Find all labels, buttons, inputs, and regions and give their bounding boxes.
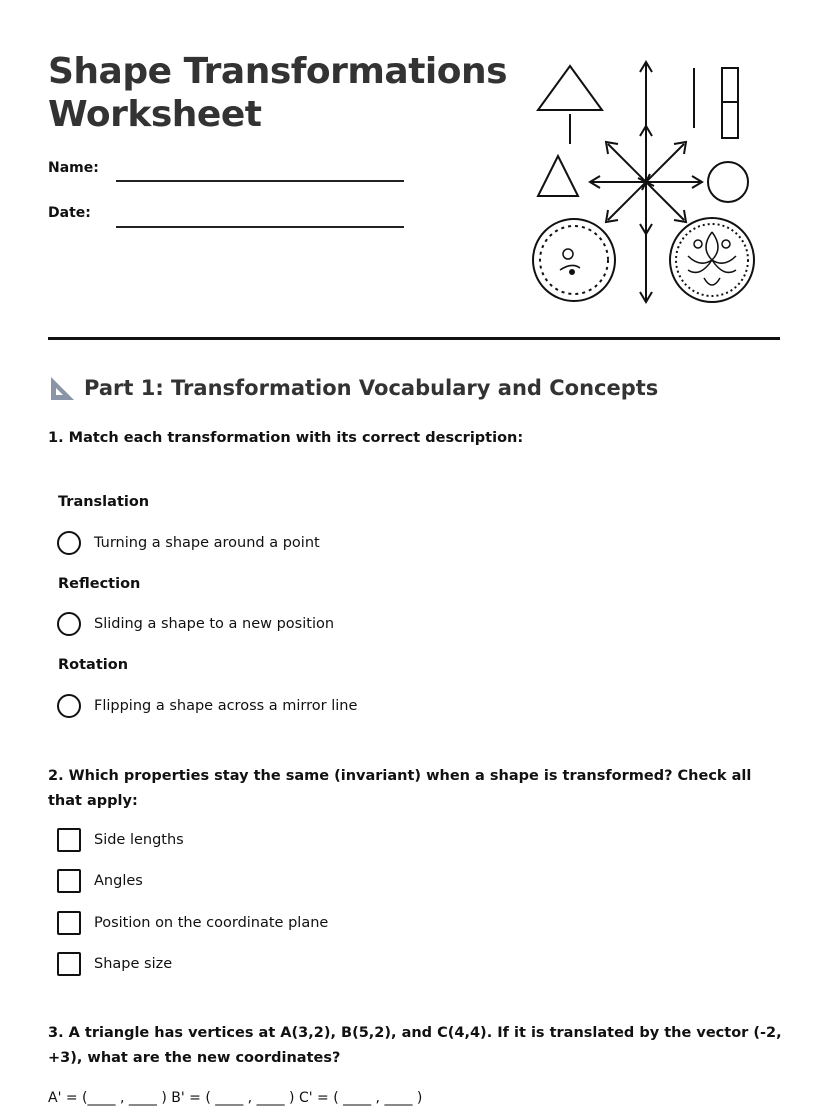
term-rotation: Rotation [58,657,129,673]
question-3-prompt: 3. A triangle has vertices at A(3,2), B(5,2), and C(4,4). If it is translated by the vector (-2, +3), what are the new coordinates? [48,1025,782,1066]
digit-shape-icon [722,68,738,102]
checkbox-label-2: Angles [94,873,143,889]
worksheet-title: Shape Transformations Worksheet [48,51,508,135]
question-2-prompt: 2. Which properties stay the same (invariant) when a shape is transformed? Check all that apply: [48,768,752,809]
radio-button[interactable] [57,694,81,718]
transformation-symbols-illustration [528,56,764,308]
match-description-3: Flipping a shape across a mirror line [94,698,358,714]
triangle-icon [538,66,602,110]
match-description-1: Turning a shape around a point [94,535,320,551]
set-square-icon [48,374,76,402]
checkbox[interactable] [57,869,81,893]
question-1-prompt: 1. Match each transformation with its correct description: [48,430,524,446]
section-divider [48,337,780,340]
checkbox[interactable] [57,952,81,976]
date-label: Date: [48,205,91,221]
radio-button[interactable] [57,531,81,555]
part1-title: Part 1: Transformation Vocabulary and Concepts [84,376,659,400]
ornamental-disc-right-icon [670,218,754,302]
triangle-small-icon [538,156,578,196]
checkbox-option-4[interactable] [57,952,172,976]
checkbox-label-1: Side lengths [94,832,184,848]
ornamental-disc-left-icon [533,219,615,301]
term-translation: Translation [58,494,150,510]
checkbox-option-1[interactable] [57,828,184,852]
match-description-2: Sliding a shape to a new position [94,616,335,632]
checkbox-label-3: Position on the coordinate plane [94,915,329,931]
checkbox[interactable] [57,911,81,935]
starburst-arrows-icon [590,126,702,234]
coordinate-answer-line[interactable]: A' = (____ , ____ ) B' = ( ____ , ____ ) C' = ( ____ , ____ ) [48,1090,423,1106]
radio-button[interactable] [57,612,81,636]
circle-icon [708,162,748,202]
name-field[interactable] [116,180,404,182]
checkbox-option-3[interactable] [57,911,328,935]
checkbox-option-2[interactable] [57,869,143,893]
match-option-2[interactable] [57,612,334,636]
checkbox-label-4: Shape size [94,956,173,972]
match-option-3[interactable] [57,694,357,718]
term-reflection: Reflection [58,576,141,592]
part1-heading [48,374,658,402]
match-option-1[interactable] [57,531,320,555]
checkbox[interactable] [57,828,81,852]
date-field[interactable] [116,226,404,228]
name-label: Name: [48,160,99,176]
